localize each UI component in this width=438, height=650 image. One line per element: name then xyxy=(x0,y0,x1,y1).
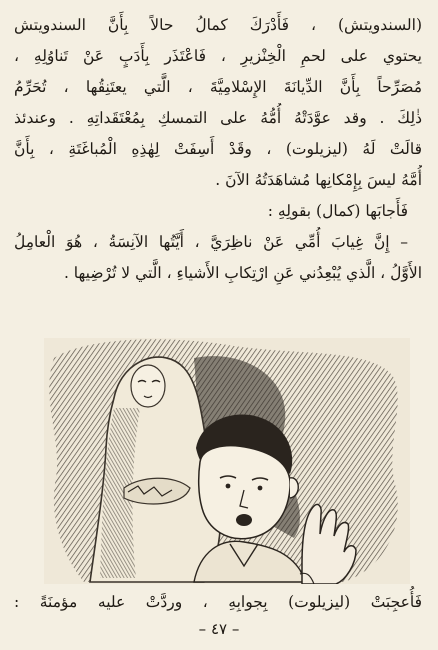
text-line: مُصَرِّحاً بِأَنَّ الدِّيانَةَ الإِسْلامِيَّةَ ، الَّتي يعتَنِقُها ، تُحَرِّمُ xyxy=(14,78,422,96)
text-line: – إِنَّ غِيابَ أُمِّي عَنْ ناظِرَيَّ ، أَيَّتُها الآنِسَةُ ، هُوَ الْعامِلُ xyxy=(14,233,408,251)
text-line: ذٰلِكَ . وقد عوَّدَتْهُ أُمُّهُ على التمسكِ بِمُعْتَقَداتِهِ . وعندئذ xyxy=(14,109,422,127)
text-line: (السندويتش) ، فَأَدْرَكَ كمالُ حالاً بِأَنَّ السندويتش xyxy=(14,16,422,34)
story-text xyxy=(14,10,422,289)
caption-line: فَأُعجِبَتْ (ليزيلوت) بِجوابِهِ ، وردَّتْ عليه مؤمنَةً : xyxy=(14,593,422,611)
text-line: الأَوَّلُ ، الَّذي يُبْعِدُني عَنِ ارْتِكابِ الأَشياءِ ، الَّتي لا تُرْضِيها . xyxy=(63,264,422,282)
illustration-drawing xyxy=(44,338,410,584)
page-number: – ٤٧ – xyxy=(198,620,240,638)
text-line: يحتوي على لحمِ الْخِنْزيرِ ، فَاعْتَذَر بِأَدَبٍ عَنْ تَناوُلِهِ ، xyxy=(14,47,422,65)
text-line: قالَتْ لَهُ (ليزيلوت) ، وقَدْ أَسِفَتْ لِهٰذِهِ الْمُباغَتَةِ ، بِأَنَّ xyxy=(14,140,422,158)
boy-mouth xyxy=(236,514,252,526)
illustration xyxy=(44,338,410,584)
text-line: أُمَّهُ ليسَ بِإِمْكانِها مُشاهَدَتُهُ الآنَ . xyxy=(215,171,422,189)
text-line: فَأَجابَها (كمال) بقولِهِ : xyxy=(267,202,408,220)
mother-face xyxy=(131,365,165,407)
